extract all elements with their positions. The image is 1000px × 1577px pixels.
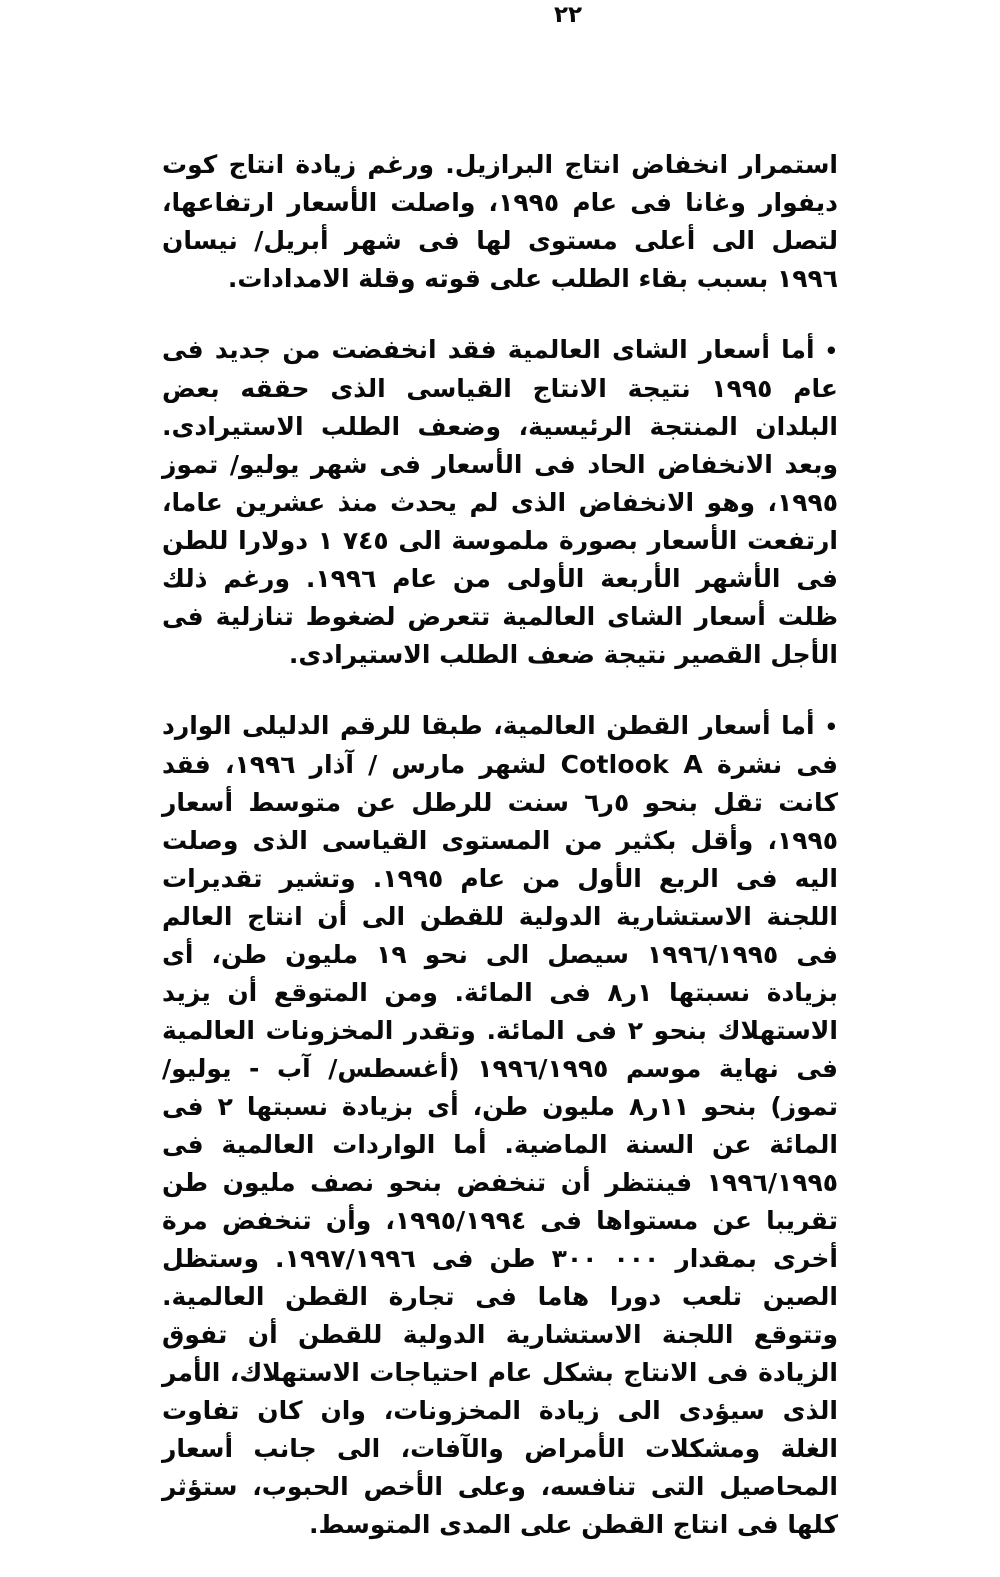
paragraph-cotton-prices <box>162 707 838 1544</box>
paragraph-tea-prices <box>162 331 838 674</box>
paragraph-text: أما أسعار القطن العالمية، طبقا للرقم الدليلى الوارد فى نشرة Cotlook A لشهر مارس / آذار ١٩٩٦، فقد كانت تقل بنحو ٥ر٦ سنت للرطل عن متوسط أسعار ١٩٩٥، وأقل بكثير من المستوى القياسى الذى وصلت اليه فى الربع الأول من عام ١٩٩٥. وتشير تقديرات اللجنة الاستشارية الدولية للقطن الى أن انتاج العالم فى ١٩٩٦/١٩٩٥ سيصل الى نحو ١٩ مليون طن، أى بزيادة نسبتها ١ر٨ فى المائة. ومن المتوقع أن يزيد الاستهلاك بنحو ٢ فى المائة. وتقدر المخزونات العالمية فى نهاية موسم ١٩٩٦/١٩٩٥ (أغسطس/ آب - يوليو/ تموز) بنحو ١١ر٨ مليون طن، أى بزيادة نسبتها ٢ فى المائة عن السنة الماضية. أما الواردات العالمية فى ١٩٩٦/١٩٩٥ فينتظر أن تنخفض بنحو نصف مليون طن تقريبا عن مستواها فى ١٩٩٥/١٩٩٤، وأن تنخفض مرة أخرى بمقدار ٣٠٠‎ ‎٠٠٠ طن فى ١٩٩٧/١٩٩٦. وستظل الصين تلعب دورا هاما فى تجارة القطن العالمية. وتتوقع اللجنة الاستشارية الدولية للقطن أن تفوق الزيادة فى الانتاج بشكل عام احتياجات الاستهلاك، الأمر الذى سيؤدى الى زيادة المخزونات، وان كان تفاوت الغلة ومشكلات الأمراض والآفات، الى جانب أسعار المحاصيل التى تنافسه، وعلى الأخص الحبوب، ستؤثر كلها فى انتاج القطن على المدى المتوسط. <box>162 711 838 1539</box>
paragraph-coffee-cocoa-continuation <box>162 146 838 298</box>
paragraph-text: أما أسعار الشاى العالمية فقد انخفضت من جديد فى عام ١٩٩٥ نتيجة الانتاج القياسى الذى حققه بعض البلدان المنتجة الرئيسية، وضعف الطلب الاستيرادى. وبعد الانخفاض الحاد فى الأسعار فى شهر يوليو/ تموز ١٩٩٥، وهو الانخفاض الذى لم يحدث منذ عشرين عاما، ارتفعت الأسعار بصورة ملموسة الى ١‎ ‎٧٤٥ دولارا للطن فى الأشهر الأربعة الأولى من عام ١٩٩٦. ورغم ذلك ظلت أسعار الشاى العالمية تتعرض لضغوط تنازلية فى الأجل القصير نتيجة ضعف الطلب الاستيرادى. <box>162 335 839 669</box>
text-block <box>162 146 838 1577</box>
bullet-icon: • <box>824 339 838 363</box>
page-number: ٢٢ <box>553 2 583 28</box>
paragraph-text: استمرار انخفاض انتاج البرازيل. ورغم زيادة انتاج كوت ديفوار وغانا فى عام ١٩٩٥، واصلت الأسعار ارتفاعها، لتصل الى أعلى مستوى لها فى شهر أبريل/ نيسان ١٩٩٦ بسبب بقاء الطلب على قوته وقلة الامدادات. <box>162 150 838 293</box>
bullet-icon: • <box>824 715 838 739</box>
